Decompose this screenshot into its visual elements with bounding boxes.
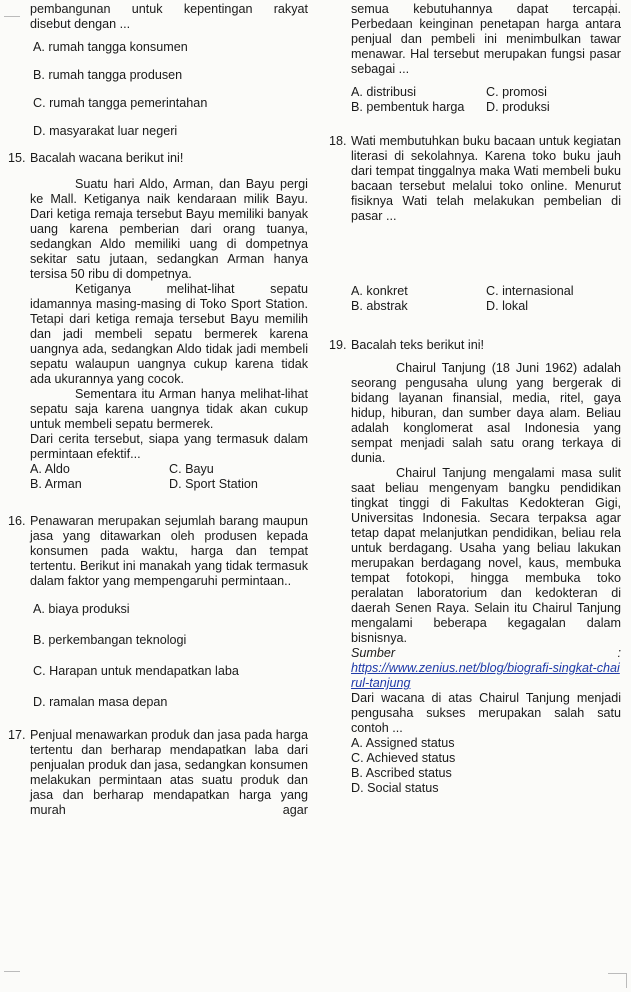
q15-option-b: B. Arman — [30, 477, 82, 491]
q19-option-a: A. Assigned status — [351, 736, 455, 750]
q15-paragraph-3: Sementara itu Arman hanya melihat-lihat sepatu saja karena uangnya tidak akan cukup untuk membeli sepatu bermerek. — [30, 387, 308, 431]
q17-continuation — [329, 2, 621, 115]
q16-option-a: A. biaya produksi — [33, 602, 130, 616]
question-17 — [8, 728, 308, 818]
question-15 — [8, 151, 308, 492]
q15-option-d: D. Sport Station — [169, 477, 258, 491]
q19-prompt: Bacalah teks berikut ini! — [351, 338, 485, 352]
q19-option-c: C. Achieved status — [351, 751, 456, 765]
left-column — [8, 2, 308, 818]
q19-paragraph-2: Chairul Tanjung mengalami masa sulit saat beliau mengenyam bangku pendidikan tingkat tinggi di Fakultas Kedokteran Gigi, Universitas Indonesia. Secara terpaksa agar tetap dapat melanjutkan pendidikan, beliau rela untuk berdagang. Usaha yang beliau lakukan merupakan berdagang novel, kaus, membuka tempat fotokopi, hingga membuka toko peralatan laboratorium dan kedokteran di daerah Senen Raya. Selain itu Chairul Tanjung mengalami beberapa kegagalan dalam bisnisnya. — [351, 466, 621, 645]
q17-option-b: B. pembentuk harga — [351, 100, 465, 114]
source-link[interactable]: https://www.zenius.net/blog/biografi-singkat-chairul-tanjung — [351, 661, 620, 690]
q18-option-d: D. lokal — [486, 299, 528, 313]
source-colon: : — [617, 646, 621, 660]
q15-options-row-1 — [30, 462, 308, 477]
source-label: Sumber — [351, 646, 396, 660]
question-18 — [329, 134, 621, 314]
q17-continued-text: semua kebutuhannya dapat tercapai. Perbedaan keinginan penetapan harga antara penjual dan pembeli ini menimbulkan tawar menawar. Hal tersebut merupakan fungsi pasar sebagai ... — [351, 2, 621, 76]
q17-options-row-1 — [351, 85, 621, 100]
q18-option-a: A. konkret — [351, 284, 408, 298]
question-number: 18. — [329, 134, 347, 148]
crop-mark-bottom-right — [608, 973, 627, 988]
crop-mark-bottom-left — [4, 971, 20, 988]
question-number: 19. — [329, 338, 347, 352]
q18-option-c: C. internasional — [486, 284, 574, 298]
q16-option-d: D. ramalan masa depan — [33, 695, 168, 709]
q15-paragraph-1: Suatu hari Aldo, Arman, dan Bayu pergi ke Mall. Ketiganya naik kendaraan milik Bayu. Dari ketiga remaja tersebut Bayu memiliki banyak uang karena pemberian dari orang tuanya, sedangkan Aldo memiliki uang di dompetnya sekitar satu jutaan, sedangkan Arman hanya tersisa 50 ribu di dompetnya. — [30, 177, 308, 281]
q17-option-c: C. promosi — [486, 85, 547, 99]
q15-question: Dari cerita tersebut, siapa yang termasuk dalam permintaan efektif... — [30, 432, 308, 461]
q15-options-row-2 — [30, 477, 308, 492]
q18-options-row-2 — [351, 299, 621, 314]
q18-text: Wati membutuhkan buku bacaan untuk kegiatan literasi di sekolahnya. Karena toko buku jauh dari tempat tinggalnya maka Wati membeli buku bacaan tersebut melalui toko online. Menurut fisiknya Wati telah melakukan pembelian di pasar ... — [351, 134, 621, 223]
q15-prompt: Bacalah wacana berikut ini! — [30, 151, 184, 165]
question-19 — [329, 338, 621, 796]
q14-option-b: B. rumah tangga produsen — [33, 68, 183, 82]
question-number: 15. — [8, 151, 26, 165]
q17-option-a: A. distribusi — [351, 85, 417, 99]
q17-option-d: D. produksi — [486, 100, 550, 114]
q19-question: Dari wacana di atas Chairul Tanjung menjadi pengusaha sukses merupakan salah satu contoh ... — [351, 691, 621, 735]
q15-option-a: A. Aldo — [30, 462, 70, 476]
q16-option-b: B. perkembangan teknologi — [33, 633, 187, 647]
q14-option-a: A. rumah tangga konsumen — [33, 40, 188, 54]
q19-option-d: D. Social status — [351, 781, 439, 795]
q18-option-b: B. abstrak — [351, 299, 408, 313]
q19-source-row — [351, 646, 621, 661]
q14-intro: pembangunan untuk kepentingan rakyat disebut dengan ... — [30, 2, 308, 31]
q17-text: Penjual menawarkan produk dan jasa pada harga tertentu dan berharap mendapatkan laba dari penjualan produk dan jasa, sedangkan konsumen melakukan permintaan atas suatu produk dan jasa dan berharap mendapatkan harga yang murah agar — [30, 728, 308, 817]
q14-option-d: D. masyarakat luar negeri — [33, 124, 178, 138]
question-number: 16. — [8, 514, 26, 528]
q18-options-row-1 — [351, 284, 621, 299]
q16-option-c: C. Harapan untuk mendapatkan laba — [33, 664, 239, 678]
question-16 — [8, 514, 308, 710]
q16-text: Penawaran merupakan sejumlah barang maupun jasa yang ditawarkan oleh produsen kepada konsumen pada waktu, harga dan tempat tertentu. Berikut ini manakah yang tidak termasuk dalam faktor yang mempengaruhi permintaan.. — [30, 514, 308, 588]
question-number: 17. — [8, 728, 26, 742]
q19-option-b: B. Ascribed status — [351, 766, 452, 780]
right-column — [329, 2, 621, 796]
q14-option-c: C. rumah tangga pemerintahan — [33, 96, 208, 110]
q15-paragraph-2: Ketiganya melihat-lihat sepatu idamannya masing-masing di Toko Sport Station. Tetapi dari ketiga remaja tersebut Bayu memilih dan jadi membeli sepatu bermerek karena uangnya ada, sedangkan Aldo tidak jadi membeli sepatu walaupun uangnya cukup karena tidak ada ukurannya yang cocok. — [30, 282, 308, 386]
q15-option-c: C. Bayu — [169, 462, 214, 476]
q17-options-row-2 — [351, 100, 621, 115]
q19-paragraph-1: Chairul Tanjung (18 Juni 1962) adalah seorang pengusaha ulung yang bergerak di bidang layanan finansial, media, ritel, gaya hidup, hiburan, dan sumber daya alam. Beliau adalah konglomerat asal Indonesia yang sempat menjadi salah satu orang terkaya di dunia. — [351, 361, 621, 465]
